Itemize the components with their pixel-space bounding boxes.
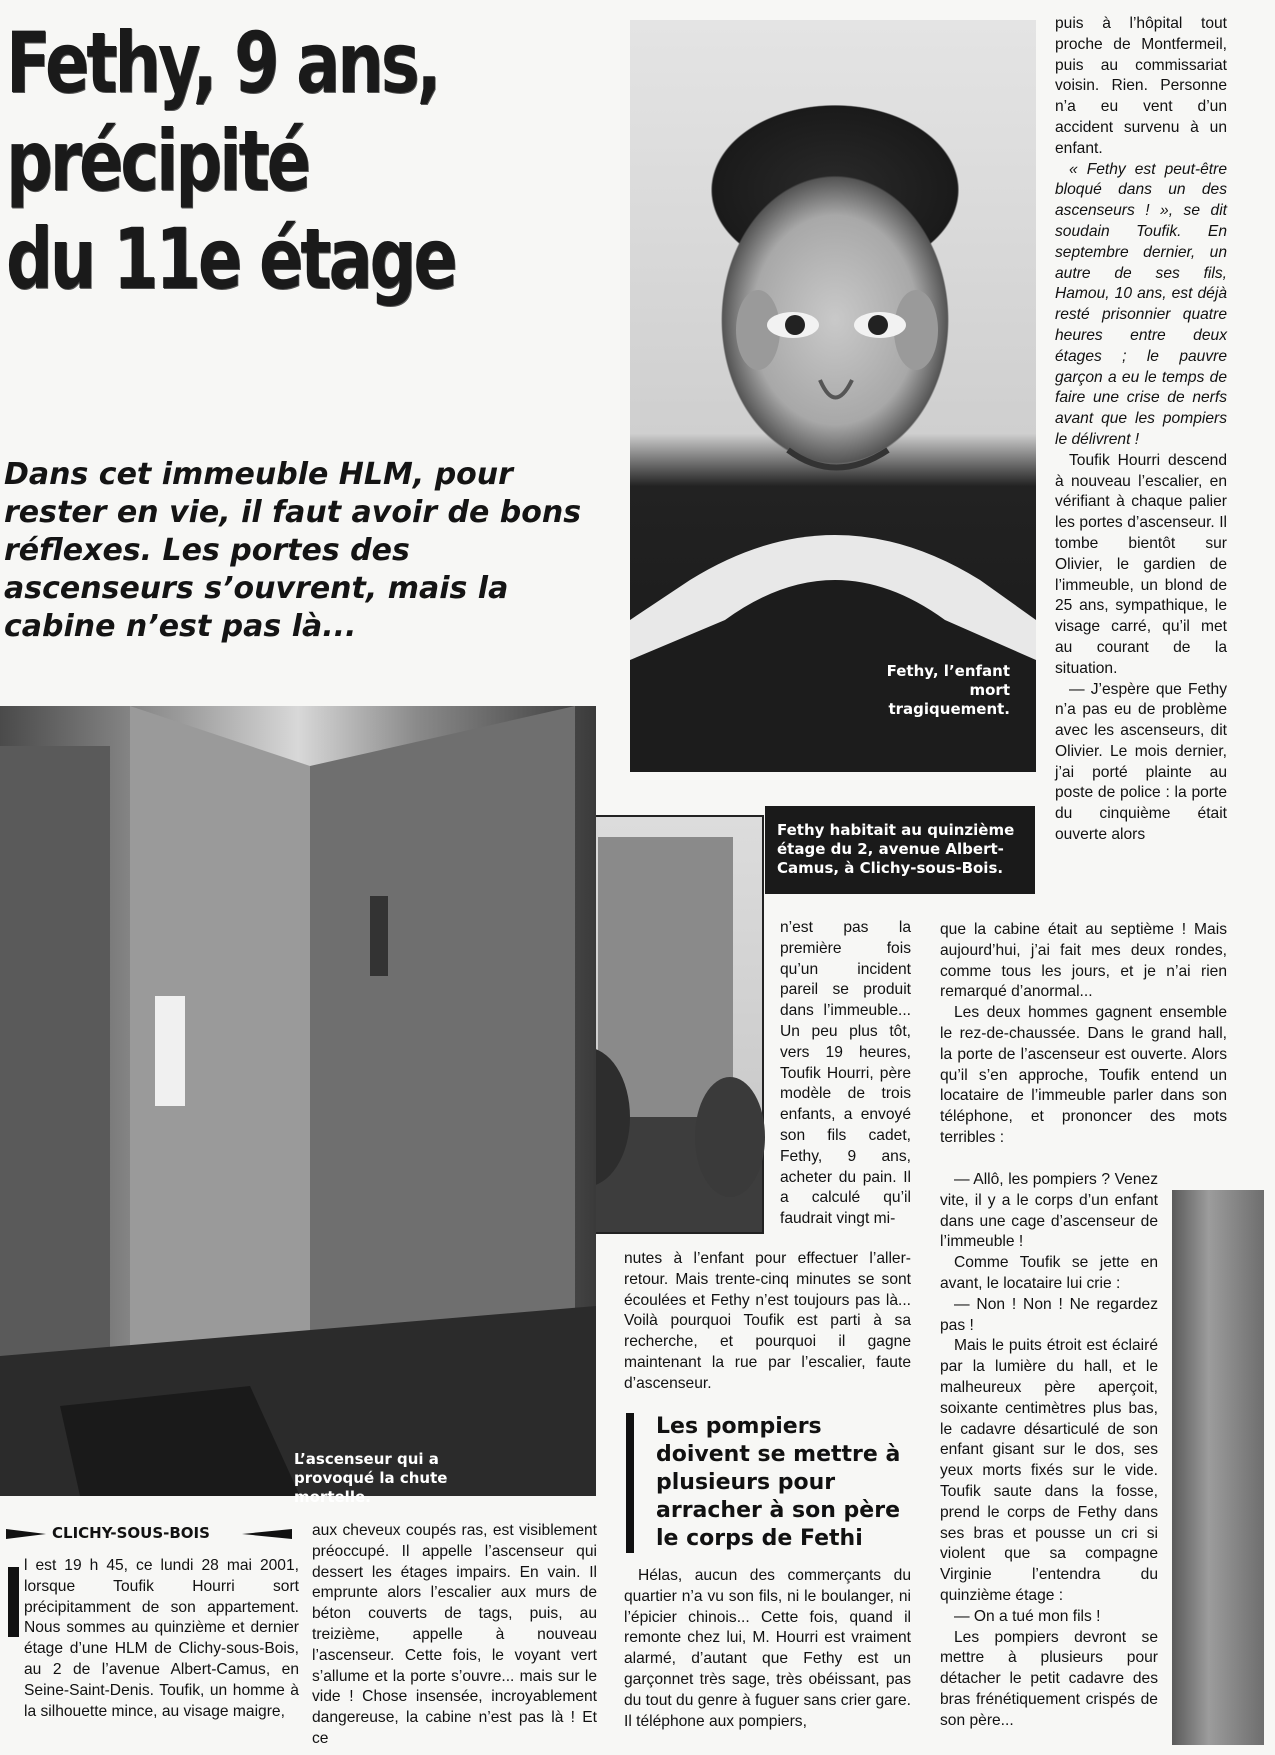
headline [6, 14, 490, 308]
paragraph: l est 19 h 45, ce lundi 28 mai 2001, lorsque Toufik Hourri sort précipitamment de son appartement. Nous sommes au quinzième et dernier étage d’une HLM de Clichy-sous-Bois, au 2 de l’avenue Albert-Camus, en Seine-Saint-Denis. Toufik, un homme à la silhouette mince, au visage maigre, [24, 1557, 299, 1720]
kicker-label: CLICHY-SOUS-BOIS [52, 1524, 210, 1542]
column-1 [24, 1556, 299, 1722]
kicker [6, 1520, 306, 1548]
paragraph: Hélas, aucun des commerçants du quartier n’a vu son fils, ni le boulanger, ni l’épicier chinois... Cette fois, quand il remonte chez lui, M. Hourri est vraiment alarmé, d’autant que Fethy est un garçonnet très sage, très obéissant, pas du tout du genre à fuguer sans crier gare. Il téléphone aux pompiers, [624, 1567, 911, 1730]
portrait-caption: Fethy, l’enfant mort tragiquement. [886, 662, 1010, 718]
paragraph: Comme Toufik se jette en avant, le locataire lui crie : [940, 1254, 1158, 1292]
elevator-caption: L’ascenseur qui a provoqué la chute mortelle. [294, 1450, 448, 1506]
building-caption-text: Fethy habitait au quinzième étage du 2, avenue Albert-Camus, à Clichy-sous-Bois. [777, 821, 1015, 877]
paragraph: Les pompiers devront se mettre à plusieurs pour détacher le petit cadavre des bras frénétiquement crispés de son père... [940, 1628, 1158, 1729]
column-2 [312, 1521, 597, 1750]
paragraph: — On a tué mon fils ! [954, 1607, 1101, 1625]
column-4-bottom [940, 1170, 1158, 1732]
paragraph: Toufik Hourri descend à nouveau l’escalier, en vérifiant à chaque palier les portes d’ascenseur. Il tombe bientôt sur Olivier, le gardien de l’immeuble, un blond de 25 ans, sympathique, le visage carré, qu’il met au courant de la situation. [1055, 451, 1227, 677]
paragraph: — Allô, les pompiers ? Venez vite, il y a le corps d’un enfant dans une cage d’ascenseur de l’immeuble ! [940, 1171, 1158, 1251]
arrow-right-icon [6, 1520, 56, 1548]
headline-line: Fethy, 9 ans, [6, 14, 439, 112]
column-3-top [780, 918, 911, 1230]
dropcap-bar [8, 1567, 19, 1637]
paragraph: n’est pas la première fois qu’un incident pareil se produit dans l’immeuble... Un peu plus tôt, vers 19 heures, Toufik Hourri, père modèle de trois enfants, a envoyé son fils cadet, Fethy, 9 ans, acheter du pain. Il a calculé qu’il faudrait vingt mi- [780, 919, 911, 1228]
building-caption [765, 806, 1035, 894]
paragraph: nutes à l’enfant pour effectuer l’aller-retour. Mais trente-cinq minutes se sont écoulées et Fethy n’est toujours pas là... Voilà pourquoi Toufik est parti à sa recherche, et pourquoi il gagne maintenant la rue par l’escalier, faute d’ascenseur. [624, 1250, 911, 1392]
paragraph: que la cabine était au septième ! Mais aujourd’hui, j’ai fait mes deux rondes, comme tous les jours, et je n’ai rien remarqué d’anormal... [940, 921, 1227, 1001]
elevator-photo [0, 706, 596, 1506]
subhead: Les pompiers doivent se mettre à plusieurs pour arracher à son père le corps de Fethi [626, 1413, 914, 1553]
arrow-left-icon [242, 1520, 302, 1548]
paragraph: aux cheveux coupés ras, est visiblement préoccupé. Il appelle l’ascenseur qui dessert les étages impairs. En vain. Il emprunte alors l’escalier aux murs de béton couverts de tags, puis, au treizième, appelle à nouveau l’ascenseur. Cette fois, le voyant vert s’allume et la porte s’ouvre... mais sur le vide ! Chose insensée, incroyablement dangereuse, la cabine n’est pas là ! Et ce [312, 1522, 597, 1747]
deck: Dans cet immeuble HLM, pour rester en vie, il faut avoir de bons réflexes. Les portes des ascenseurs s’ouvrent, mais la cabine n’est pas là... [4, 457, 582, 644]
side-photo-strip [1172, 1190, 1264, 1745]
elevator-icon [0, 706, 596, 1496]
column-3-wide [624, 1249, 911, 1395]
portrait-photo [630, 20, 1036, 772]
column-4-top [1055, 14, 1227, 846]
column-4-mid [940, 920, 1227, 1149]
paragraph: « Fethy est peut-être bloqué dans un des ascenseurs ! », se dit soudain Toufik. En septembre dernier, un autre de ses fils, Hamou, 10 ans, est déjà resté prisonnier quatre heures entre deux étages ; le pauvre garçon a eu le temps de faire une crise de nerfs avant que les pompiers le délivrent ! [1055, 160, 1227, 448]
paragraph: puis à l’hôpital tout proche de Montfermeil, puis au commissariat voisin. Rien. Personne n’a eu vent d’un accident survenu à un enfant. [1055, 15, 1227, 157]
paragraph: — Non ! Non ! Ne regardez pas ! [940, 1295, 1158, 1334]
child-face-icon [630, 20, 1036, 772]
paragraph: — J’espère que Fethy n’a pas eu de problème avec les ascenseurs, dit Olivier. Le mois dernier, j’ai porté plainte au poste de police : la porte du cinquième était ouverte alors [1055, 680, 1227, 844]
column-3-bottom [624, 1566, 911, 1732]
headline-line: du 11e étage [6, 210, 455, 308]
paragraph: Mais le puits étroit est éclairé par la lumière du hall, et le malheureux père aperçoit, soixante centimètres plus bas, le cadavre désarticulé de son enfant gisant sur le dos, ses yeux morts fixés sur le vide. Toufik saute dans la fosse, prend le corps de Fethy dans ses bras et pousse un cri si violent que sa compagne Virginie l’entendra du quinzième étage : [940, 1337, 1158, 1604]
headline-line: précipité [6, 112, 308, 210]
paragraph: Les deux hommes gagnent ensemble le rez-de-chaussée. Dans le grand hall, la porte de l’ascenseur est ouverte. Alors qu’il s’en approche, Toufik entend un locataire de l’immeuble parler dans son téléphone, et prononcer des mots terribles : [940, 1004, 1227, 1146]
